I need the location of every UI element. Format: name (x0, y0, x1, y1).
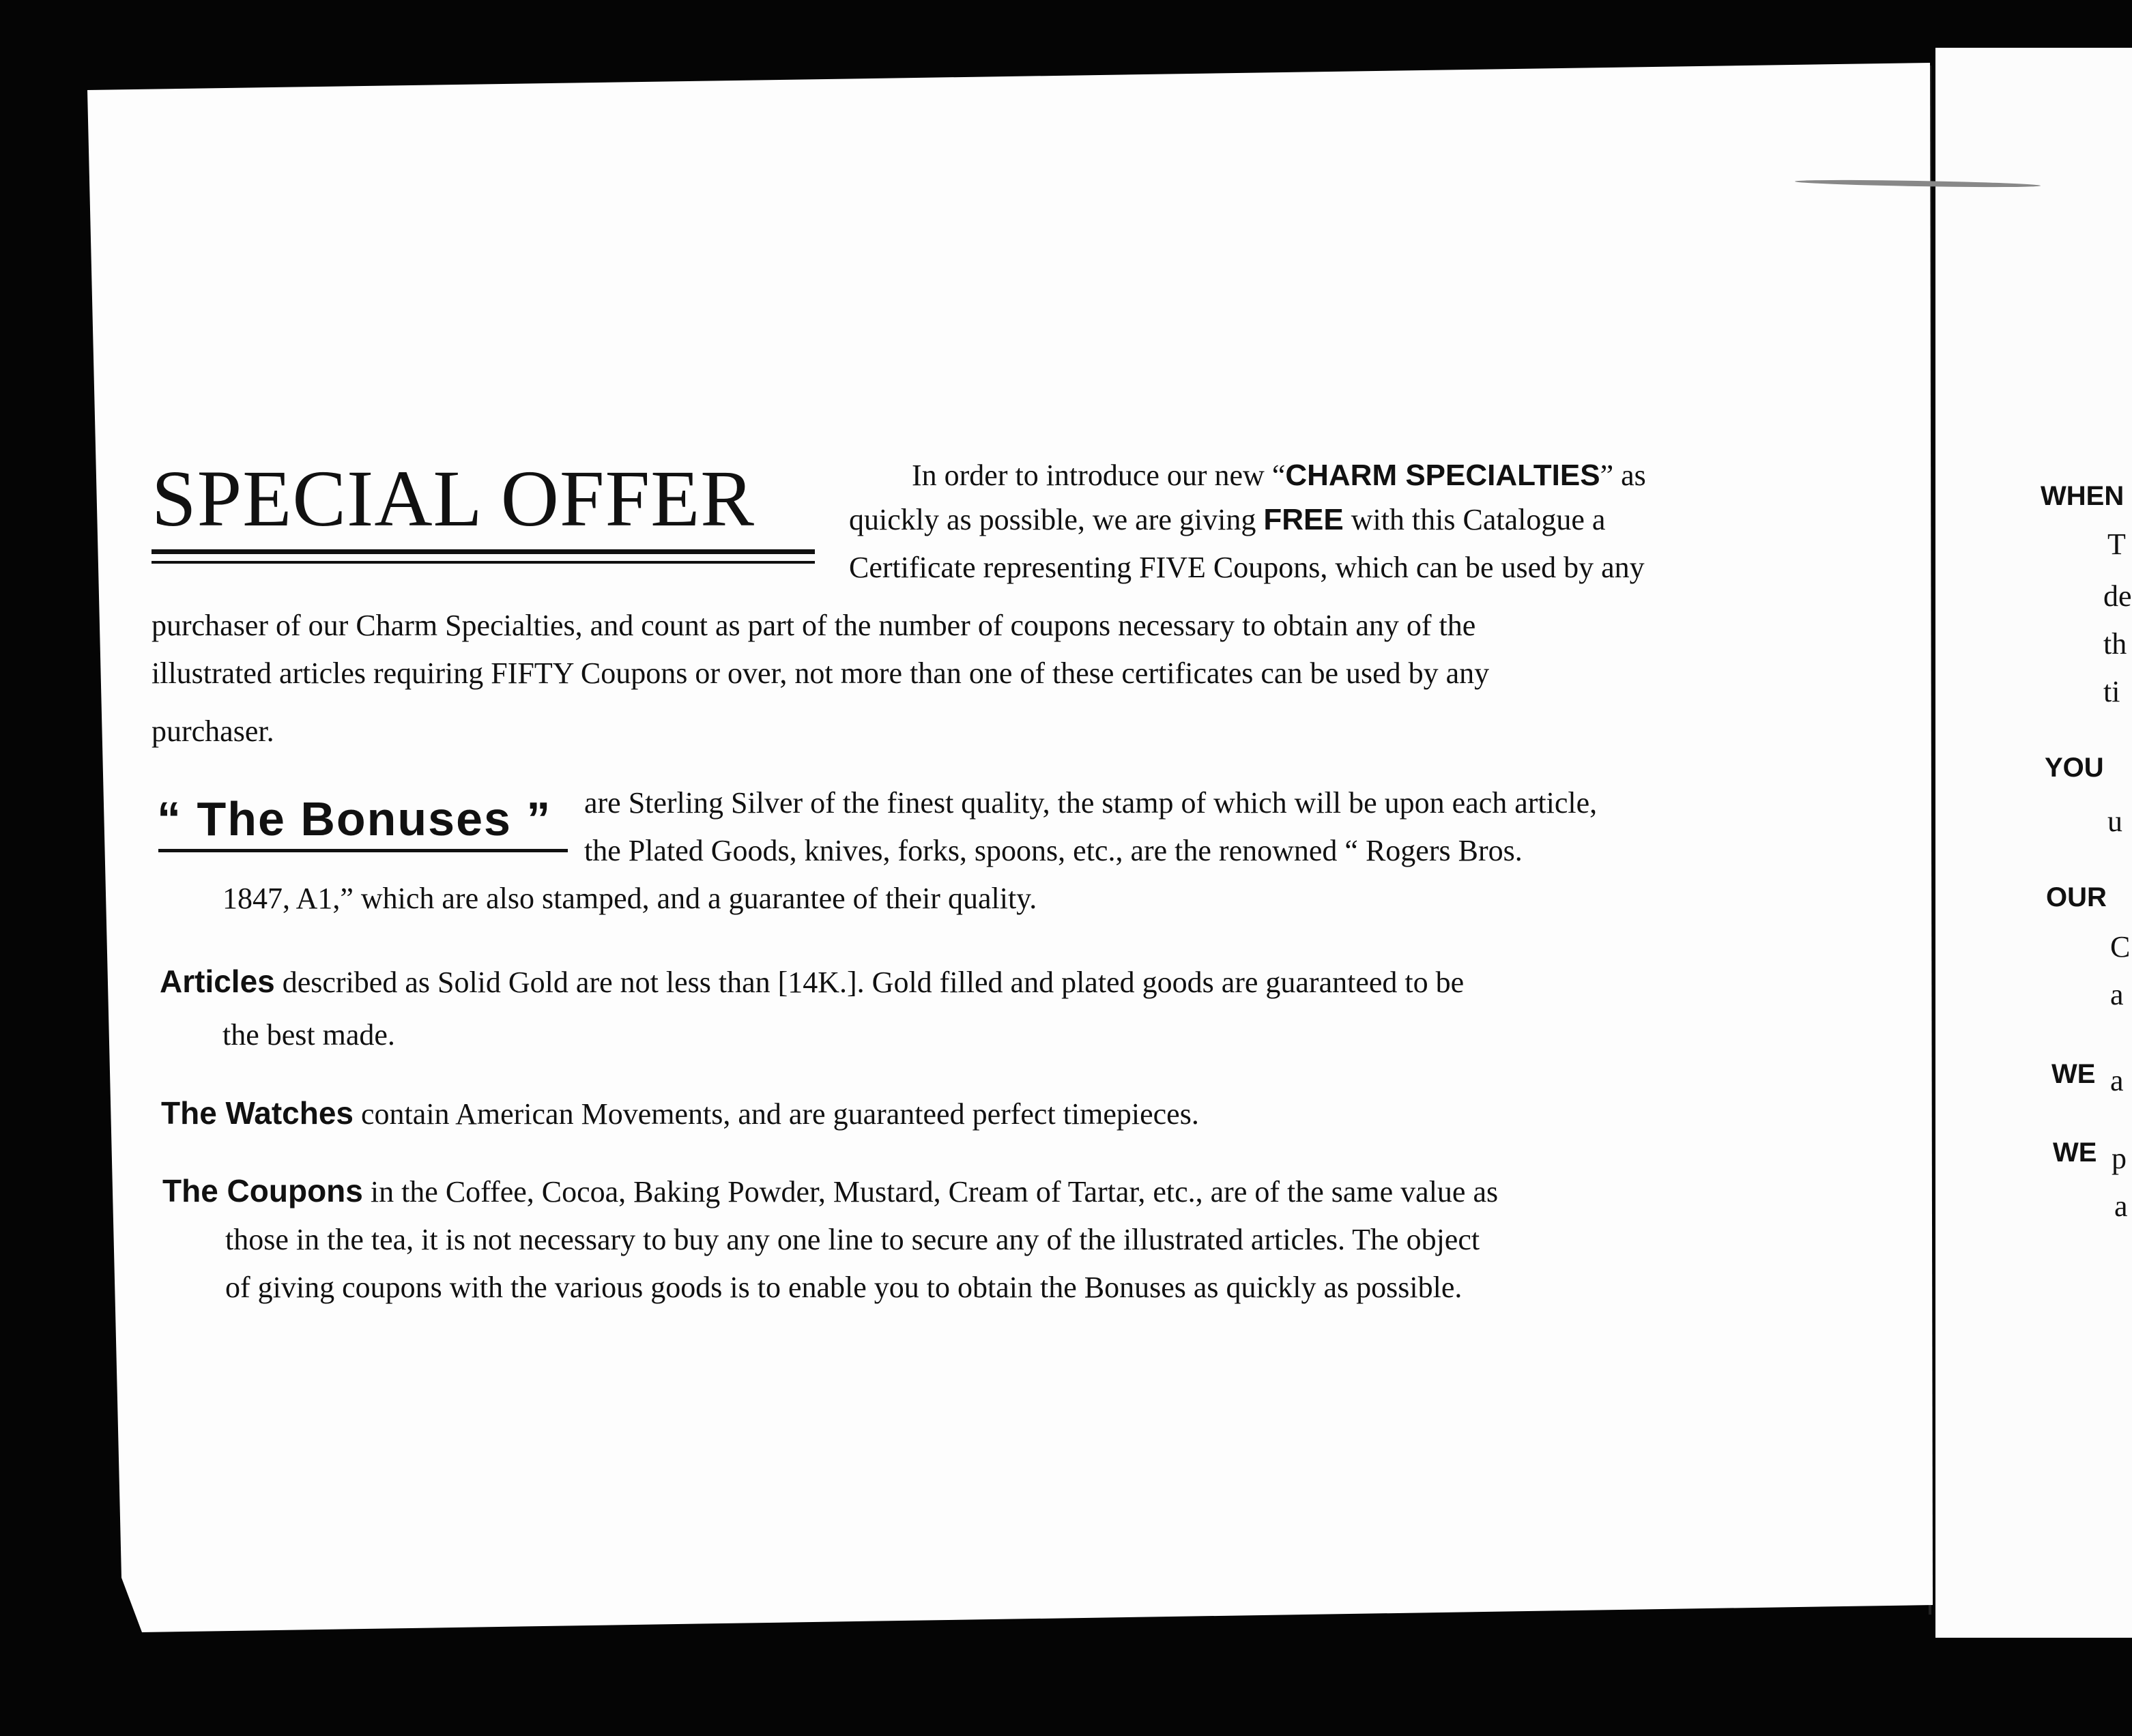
coupons-line-2: those in the tea, it is not necessary to buy any one line to secure any of the illustrated articles. The object (225, 1223, 1480, 1256)
watches-lead: The Watches (161, 1095, 354, 1131)
watches-line: The Watches contain American Movements, and are guaranteed perfect timepieces. (161, 1095, 1199, 1131)
right-text-4: ti (2103, 675, 2120, 708)
intro-line-3: Certificate representing FIVE Coupons, which can be used by any (849, 551, 1645, 584)
right-word-our: OUR (2046, 882, 2107, 912)
intro-line-5: illustrated articles requiring FIFTY Coupons or over, not more than one of these certificates can be used by any (152, 656, 1490, 690)
intro-line-2: quickly as possible, we are giving FREE with this Catalogue a (849, 503, 1606, 536)
intro-line-4: purchaser of our Charm Specialties, and count as part of the number of coupons necessary to obtain any of the (152, 609, 1476, 642)
right-text-1: T (2107, 527, 2126, 561)
heading-rule-bottom (152, 561, 815, 564)
right-text-5: u (2107, 805, 2122, 838)
coupons-lead: The Coupons (162, 1173, 363, 1209)
right-text-6: C (2110, 930, 2131, 964)
articles-lead: Articles (160, 964, 275, 999)
right-text-3: th (2103, 627, 2127, 661)
right-word-you: YOU (2045, 753, 2104, 783)
coupons-line-1: The Coupons in the Coffee, Cocoa, Baking Powder, Mustard, Cream of Tartar, etc., are of the same value as (162, 1173, 1499, 1209)
facing-page (1935, 48, 2132, 1638)
intro-line-1: In order to introduce our new “CHARM SPECIALTIES” as (912, 459, 1646, 492)
right-text-10: a (2114, 1189, 2128, 1223)
bonuses-line-1: are Sterling Silver of the finest quality, the stamp of which will be upon each article, (584, 786, 1598, 820)
bonuses-heading: “ The Bonuses ” (157, 792, 552, 845)
coupons-line-3: of giving coupons with the various goods is to enable you to obtain the Bonuses as quickly as possible. (225, 1271, 1463, 1304)
right-word-we-2: WE (2053, 1138, 2097, 1168)
right-text-9: p (2112, 1142, 2127, 1175)
right-text-2: de (2103, 579, 2132, 613)
articles-line-1: Articles described as Solid Gold are not less than [14K.]. Gold filled and plated goods are guaranteed to be (160, 964, 1465, 999)
special-offer-heading: SPECIAL OFFER (152, 454, 755, 543)
bonuses-rule (158, 849, 568, 852)
articles-line-2: the best made. (222, 1018, 395, 1052)
right-text-7: a (2110, 978, 2124, 1011)
bonuses-line-2: the Plated Goods, knives, forks, spoons, etc., are the renowned “ Rogers Bros. (584, 834, 1523, 867)
right-word-we-1: WE (2051, 1059, 2096, 1089)
bonuses-line-3: 1847, A1,” which are also stamped, and a guarantee of their quality. (222, 882, 1037, 915)
right-word-when: WHEN (2041, 481, 2124, 511)
right-text-8: a (2110, 1064, 2124, 1097)
heading-rule-top (152, 549, 815, 554)
intro-line-6: purchaser. (152, 714, 274, 748)
